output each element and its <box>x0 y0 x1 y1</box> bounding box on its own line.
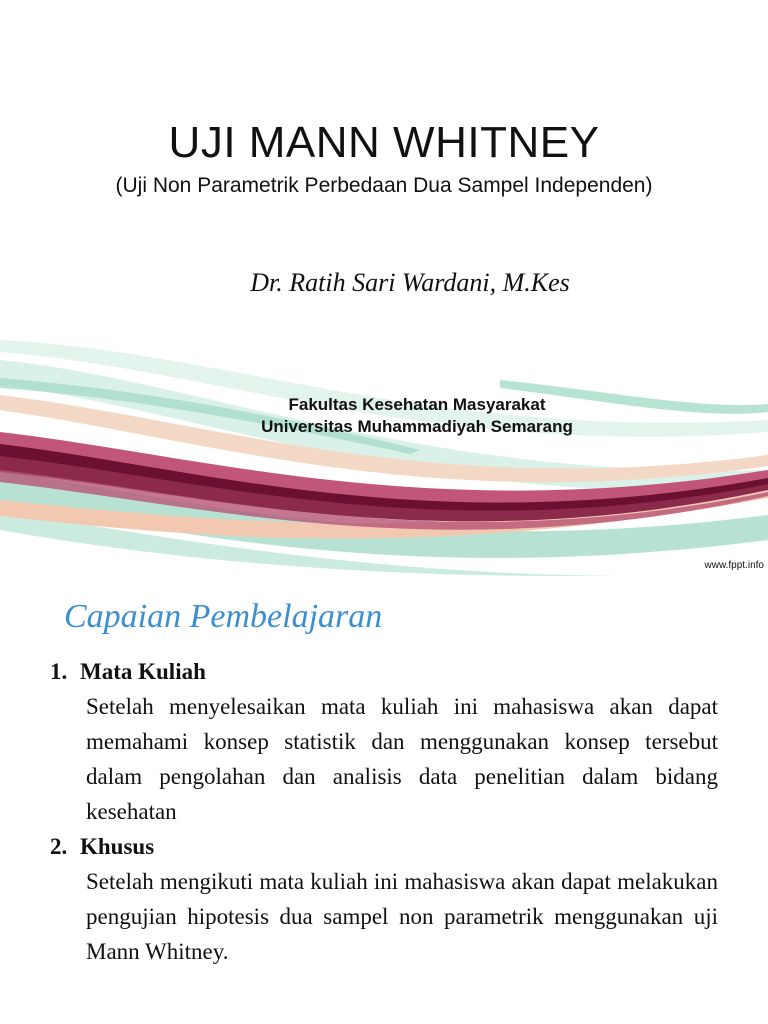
list-item-number: 2. <box>50 834 68 859</box>
learning-outcomes-slide <box>0 576 768 1024</box>
author-name: Dr. Ratih Sari Wardani, M.Kes <box>250 268 570 297</box>
institution-faculty: Fakultas Kesehatan Masyarakat <box>288 395 546 414</box>
list-item-number: 1. <box>50 659 68 684</box>
institution-block <box>0 394 768 438</box>
slide-title: UJI MANN WHITNEY <box>168 118 600 167</box>
watermark-text: www.fppt.info <box>704 560 764 571</box>
list-item-text: Setelah mengikuti mata kuliah ini mahasiswa akan dapat melakukan pengujian hipotesis dua sampel non parametrik menggunakan uji Mann Whitney. <box>86 869 718 964</box>
list-item-heading <box>50 654 718 689</box>
institution-university: Universitas Muhammadiyah Semarang <box>261 417 573 436</box>
learning-outcomes-title: Capaian Pembelajaran <box>64 598 383 635</box>
list-item-heading <box>50 829 718 864</box>
list-item-text: Setelah menyelesaikan mata kuliah ini mahasiswa akan dapat memahami konsep statistik dan menggunakan konsep tersebut dalam pengolahan dan analisis data penelitian dalam bidang kesehatan <box>86 694 718 824</box>
list-item-title: Khusus <box>80 834 155 859</box>
slide-subtitle: (Uji Non Parametrik Perbedaan Dua Sampel Independen) <box>115 174 653 197</box>
list-item-title: Mata Kuliah <box>80 659 206 684</box>
learning-outcomes-list <box>50 654 718 969</box>
